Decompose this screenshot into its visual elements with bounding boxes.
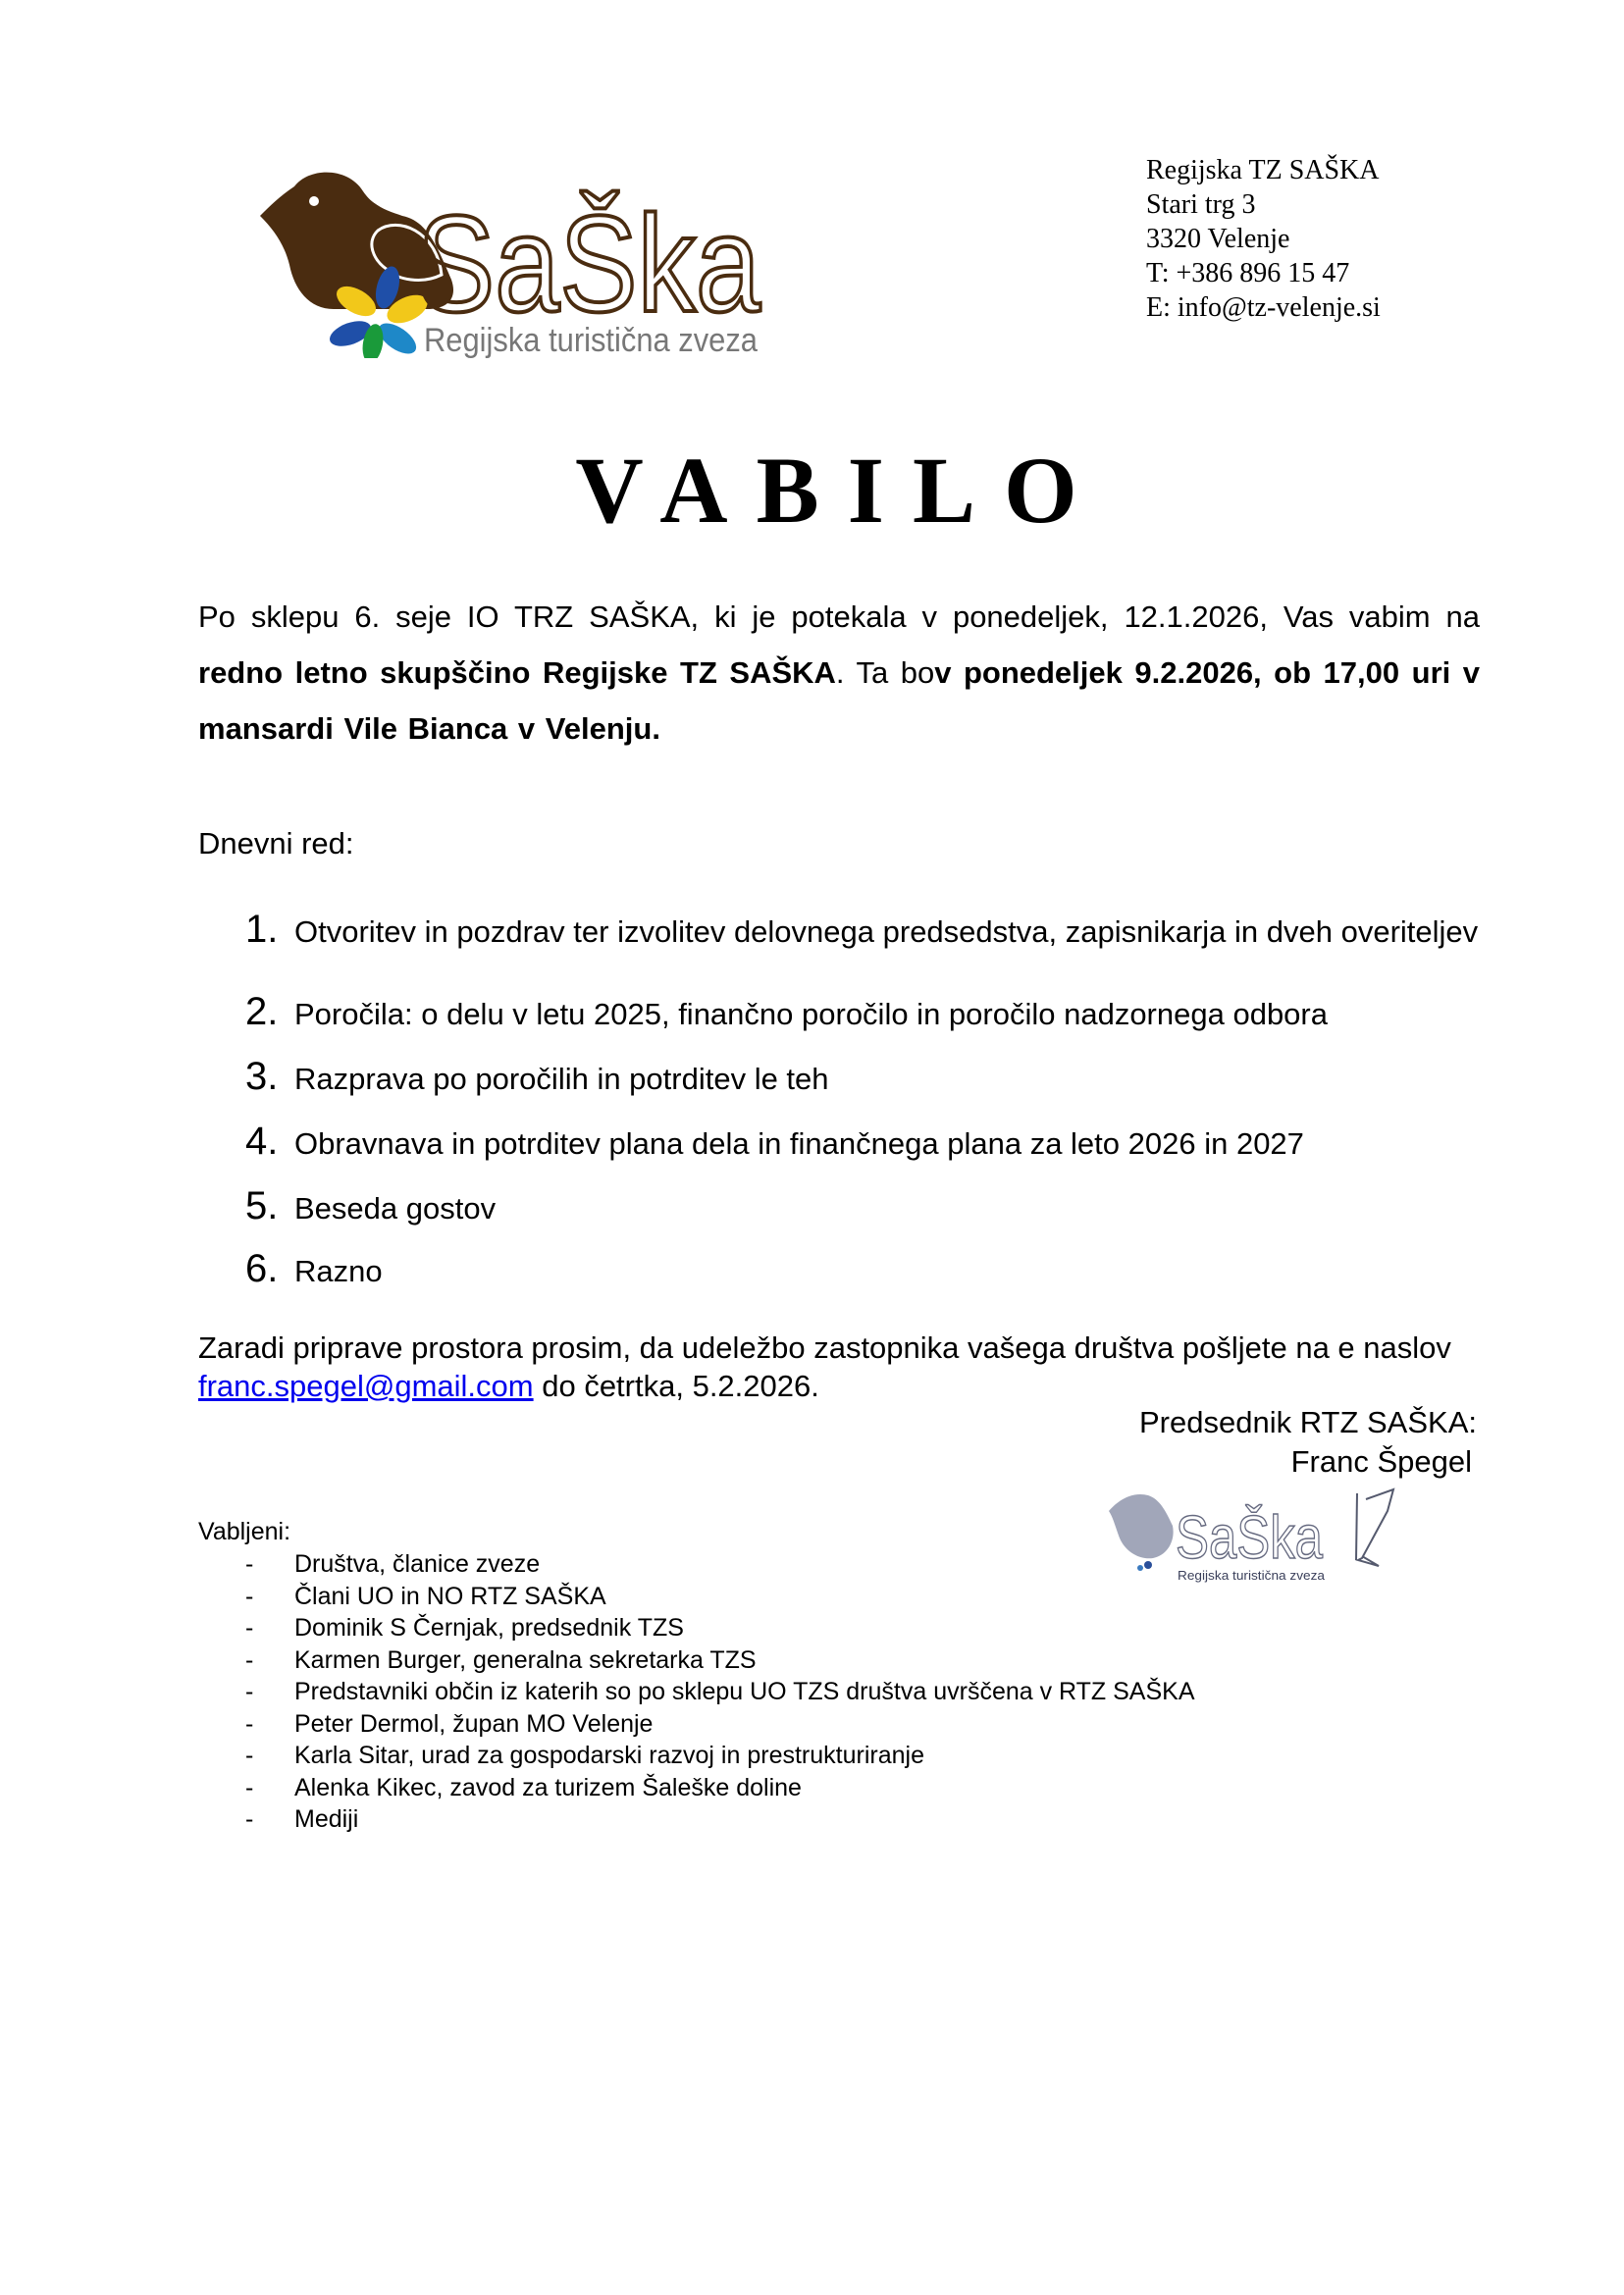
document-title: VABILO bbox=[575, 438, 1106, 543]
invited-item bbox=[245, 1548, 1195, 1581]
agenda-item-text: Razprava po poročilih in potrditev le teh bbox=[294, 1062, 829, 1096]
agenda-item-number: 4. bbox=[245, 1120, 279, 1163]
invited-item-text: Mediji bbox=[294, 1805, 359, 1833]
list-dash: - bbox=[245, 1582, 254, 1610]
list-dash: - bbox=[245, 1805, 254, 1833]
intro-bold-2: v ponedeljek 9.2.2026, ob 17,00 uri v mansardi Vile Bianca v Velenju. bbox=[198, 655, 1480, 746]
invited-item-text: Peter Dermol, župan MO Velenje bbox=[294, 1709, 654, 1738]
invited-list bbox=[245, 1548, 1195, 1836]
list-dash: - bbox=[245, 1614, 254, 1642]
invited-item bbox=[245, 1772, 1195, 1804]
invited-item-text: Društva, članice zveze bbox=[294, 1550, 541, 1578]
signature-scribble bbox=[1356, 1489, 1393, 1566]
agenda-item-text: Otvoritev in pozdrav ter izvolitev delovnega predsedstva, zapisnikarja in dveh overiteljev bbox=[294, 914, 1479, 949]
stamp-wordmark: SaŠka bbox=[1176, 1504, 1324, 1572]
address-city: 3320 Velenje bbox=[1146, 224, 1290, 254]
agenda-item-number: 2. bbox=[245, 990, 279, 1033]
intro-text-2: . Ta bo bbox=[835, 655, 935, 690]
intro-bold-1: redno letno skupščino Regijske TZ SAŠKA bbox=[198, 655, 836, 690]
closing-text-2: do četrtka, 5.2.2026. bbox=[533, 1369, 819, 1403]
email-link[interactable]: franc.spegel@gmail.com bbox=[198, 1369, 534, 1403]
agenda-item bbox=[245, 1247, 383, 1291]
closing-text-1: Zaradi priprave prostora prosim, da udeležbo zastopnika vašega društva pošljete na e naslov bbox=[198, 1330, 1451, 1365]
agenda-item-number: 1. bbox=[245, 908, 279, 951]
invited-item bbox=[245, 1708, 1195, 1741]
signature-role: Predsednik RTZ SAŠKA: bbox=[1138, 1405, 1477, 1439]
saska-logo bbox=[240, 162, 770, 358]
invited-item-text: Alenka Kikec, zavod za turizem Šaleške doline bbox=[294, 1773, 802, 1801]
list-dash: - bbox=[245, 1550, 254, 1578]
intro-text-1: Po sklepu 6. seje IO TRZ SAŠKA, ki je potekala v ponedeljek, 12.1.2026, Vas vabim na bbox=[198, 600, 1480, 634]
invited-item-text: Karla Sitar, urad za gospodarski razvoj in prestrukturiranje bbox=[294, 1742, 924, 1769]
list-dash: - bbox=[245, 1645, 254, 1674]
agenda-item-number: 6. bbox=[245, 1247, 279, 1290]
address-street: Stari trg 3 bbox=[1146, 189, 1256, 220]
invited-item bbox=[245, 1740, 1195, 1772]
agenda-item-text: Obravnava in potrditev plana dela in finančnega plana za leto 2026 in 2027 bbox=[294, 1126, 1304, 1161]
intro-paragraph bbox=[198, 589, 1480, 756]
agenda-item-number: 5. bbox=[245, 1184, 279, 1227]
agenda-item-text: Beseda gostov bbox=[294, 1191, 497, 1226]
logo-tagline: Regijska turistična zveza bbox=[424, 322, 759, 358]
agenda-item-text: Razno bbox=[294, 1254, 383, 1288]
invited-item-text: Predstavniki občin iz katerih so po sklepu UO TZS društva uvrščena v RTZ SAŠKA bbox=[294, 1678, 1195, 1705]
invited-item bbox=[245, 1676, 1195, 1708]
agenda-item bbox=[245, 1120, 1304, 1164]
invited-item bbox=[245, 1612, 1195, 1644]
list-dash: - bbox=[245, 1678, 254, 1705]
agenda-item bbox=[245, 1055, 829, 1099]
list-dash: - bbox=[245, 1742, 254, 1769]
address-org: Regijska TZ SAŠKA bbox=[1146, 155, 1380, 185]
agenda-item-text: Poročila: o delu v letu 2025, finančno poročilo in poročilo nadzornega odbora bbox=[294, 997, 1328, 1031]
list-dash: - bbox=[245, 1773, 254, 1801]
list-dash: - bbox=[245, 1709, 254, 1738]
invited-item-text: Karmen Burger, generalna sekretarka TZS bbox=[294, 1645, 757, 1674]
agenda-item bbox=[245, 1184, 496, 1228]
invited-item bbox=[245, 1803, 1195, 1836]
invited-item-text: Člani UO in NO RTZ SAŠKA bbox=[294, 1582, 606, 1610]
invited-item bbox=[245, 1581, 1195, 1613]
logo-graphic bbox=[240, 162, 770, 358]
invited-label: Vabljeni: bbox=[198, 1518, 291, 1545]
invited-item bbox=[245, 1644, 1195, 1677]
stamp-tagline: Regijska turistična zveza bbox=[1178, 1568, 1326, 1583]
address-email: E: info@tz-velenje.si bbox=[1146, 292, 1381, 323]
agenda-label: Dnevni red: bbox=[198, 826, 354, 861]
signature-name: Franc Špegel bbox=[1290, 1444, 1472, 1479]
agenda-item-number: 3. bbox=[245, 1055, 279, 1098]
address-phone: T: +386 896 15 47 bbox=[1146, 258, 1350, 288]
closing-paragraph bbox=[198, 1329, 1493, 1405]
agenda-item bbox=[245, 990, 1328, 1034]
sender-address bbox=[1146, 153, 1381, 325]
invited-item-text: Dominik S Černjak, predsednik TZS bbox=[294, 1614, 684, 1642]
agenda-item bbox=[245, 908, 1478, 952]
logo-wordmark: SaŠka bbox=[417, 186, 761, 340]
